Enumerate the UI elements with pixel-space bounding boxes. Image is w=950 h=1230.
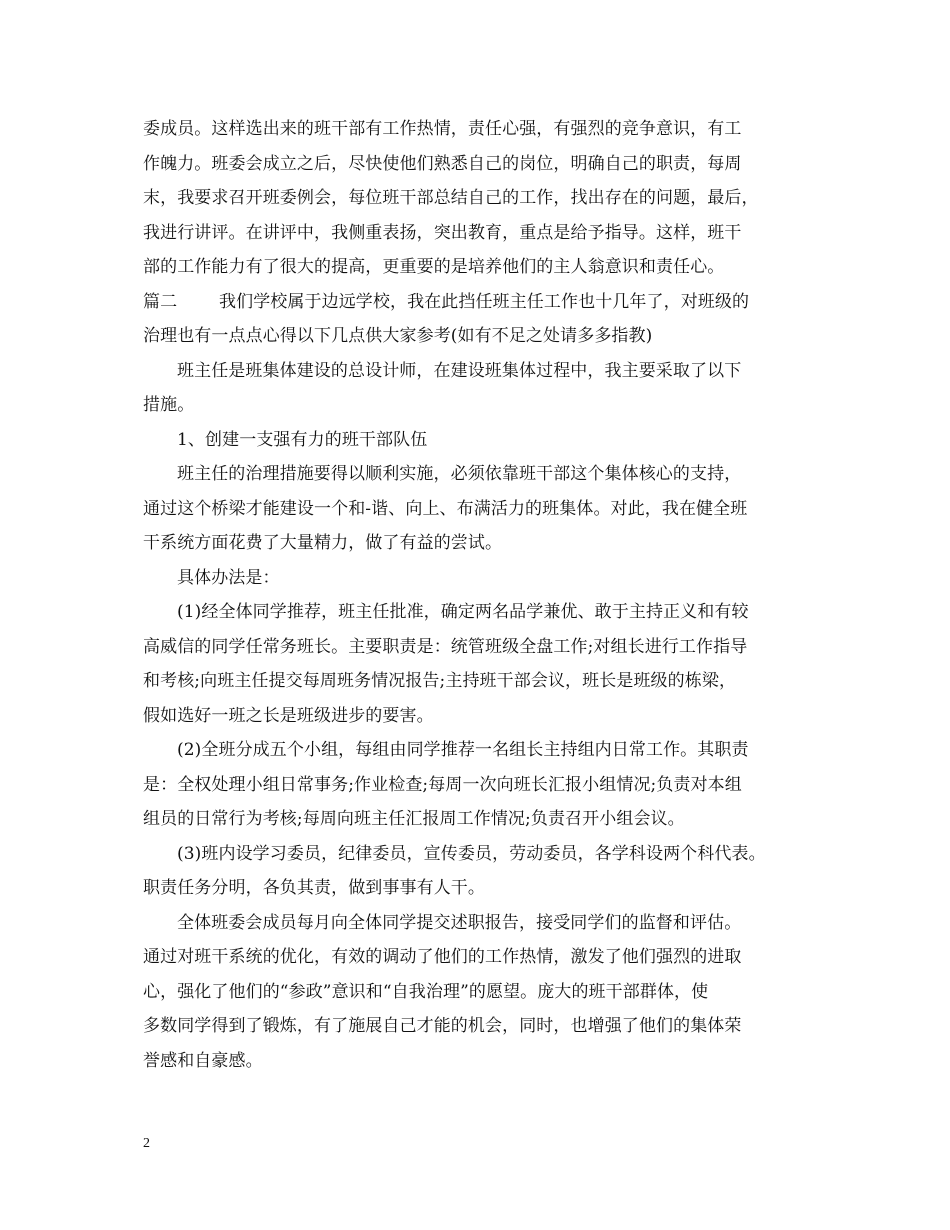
text-line: 组员的日常行为考核;每周向班主任汇报周工作情况;负责召开小组会议。 [143, 809, 685, 829]
text-line: 和考核;向班主任提交每周班务情况报告;主持班干部会议，班长是班级的栋梁， [143, 671, 737, 691]
text-line: 多数同学得到了锻炼，有了施展自己才能的机会，同时，也增强了他们的集体荣 [143, 1016, 742, 1036]
text-line: 部的工作能力有了很大的提高，更重要的是培养他们的主人翁意识和责任心。 [143, 257, 725, 277]
text-line: 班主任的治理措施要得以顺利实施，必须依靠班干部这个集体核心的支持， [177, 464, 742, 484]
body-text [143, 112, 823, 1078]
text-line: 末，我要求召开班委例会，每位班干部总结自己的工作，找出存在的问题，最后， [143, 188, 759, 208]
text-line: 假如选好一班之长是班级进步的要害。 [143, 705, 434, 726]
text-line: 全体班委会成员每月向全体同学提交述职报告，接受同学们的监督和评估。 [177, 912, 742, 933]
text-line: 措施。 [143, 395, 195, 415]
text-line: 委成员。这样选出来的班干部有工作热情，责任心强，有强烈的竞争意识，有工 [143, 119, 742, 139]
text-line: 通过这个桥梁才能建设一个和-谐、向上、布满活力的班集体。对此，我在健全班 [143, 498, 748, 519]
text-line: 高威信的同学任常务班长。主要职责是：统管班级全盘工作;对组长进行工作指导 [143, 636, 748, 657]
text-line: 治理也有一点点心得以下几点供大家参考(如有不足之处请多多指教) [143, 326, 653, 346]
page-number: 2 [143, 1136, 150, 1151]
text-line: 作魄力。班委会成立之后，尽快使他们熟悉自己的岗位，明确自己的职责，每周 [143, 153, 742, 174]
subheading: 1、创建一支强有力的班干部队伍 [177, 429, 428, 450]
text-line: 誉感和自豪感。 [143, 1050, 263, 1071]
section-heading-line [143, 285, 823, 320]
text-line: 是：全权处理小组日常事务;作业检查;每周一次向班长汇报小组情况;负责对本组 [143, 774, 742, 795]
text-line: 心，强化了他们的“参政”意识和“自我治理”的愿望。庞大的班干部群体，使 [143, 981, 709, 1002]
text-line: (3)班内设学习委员，纪律委员，宣传委员，劳动委员，各学科设两个科代表。 [177, 843, 766, 864]
text-line: 干系统方面花费了大量精力，做了有益的尝试。 [143, 533, 503, 553]
text-line: 我们学校属于边远学校，我在此挡任班主任工作也十几年了，对班级的 [219, 291, 750, 312]
text-line: 职责任务分明，各负其责，做到事事有人干。 [143, 878, 485, 898]
text-line: 具体办法是： [177, 567, 280, 588]
text-line: 班主任是班集体建设的总设计师，在建设班集体过程中，我主要采取了以下 [177, 360, 742, 381]
text-line: (1)经全体同学推荐，班主任批准，确定两名品学兼优、敢于主持正义和有较 [177, 602, 749, 622]
text-line: 我进行讲评。在讲评中，我侧重表扬，突出教育，重点是给予指导。这样，班干 [143, 222, 742, 243]
text-line: (2)全班分成五个小组，每组由同学推荐一名组长主持组内日常工作。其职责 [177, 740, 749, 760]
text-line: 通过对班干系统的优化，有效的调动了他们的工作热情，激发了他们强烈的进取 [143, 947, 742, 967]
section-label: 篇二 [143, 291, 178, 312]
